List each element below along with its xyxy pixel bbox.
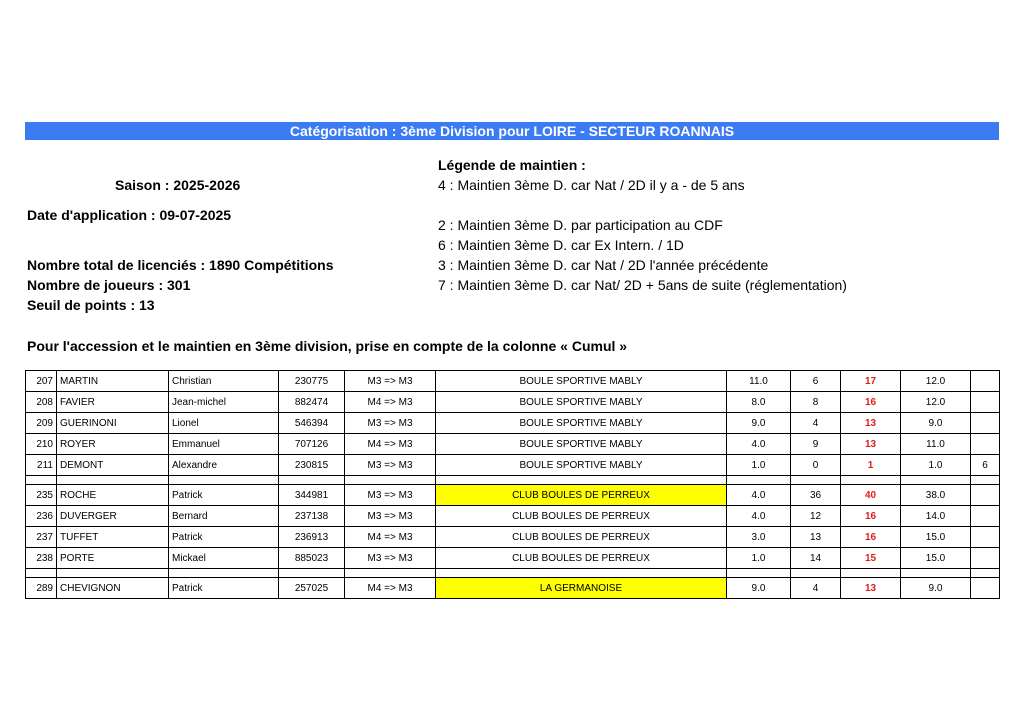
total-points-cell: 15 bbox=[841, 548, 901, 569]
total-points-cell: 40 bbox=[841, 485, 901, 506]
club-cell: BOULE SPORTIVE MABLY bbox=[436, 392, 727, 413]
points-2-cell: 9 bbox=[791, 434, 841, 455]
separator-cell bbox=[279, 476, 345, 485]
categorie-cell: M4 => M3 bbox=[345, 434, 436, 455]
separator-cell bbox=[26, 476, 57, 485]
club-cell: CLUB BOULES DE PERREUX bbox=[436, 548, 727, 569]
categorie-cell: M3 => M3 bbox=[345, 506, 436, 527]
total-points-cell: 17 bbox=[841, 371, 901, 392]
table-row bbox=[26, 578, 1000, 599]
rank-cell: 237 bbox=[26, 527, 57, 548]
cumul-cell: 11.0 bbox=[901, 434, 971, 455]
separator-cell bbox=[791, 476, 841, 485]
nom-cell: CHEVIGNON bbox=[57, 578, 169, 599]
separator-row bbox=[26, 569, 1000, 578]
categorie-cell: M4 => M3 bbox=[345, 392, 436, 413]
points-1-cell: 1.0 bbox=[727, 455, 791, 476]
cumul-cell: 38.0 bbox=[901, 485, 971, 506]
table-row bbox=[26, 434, 1000, 455]
table-row bbox=[26, 485, 1000, 506]
total-points-cell: 13 bbox=[841, 578, 901, 599]
licence-cell: 236913 bbox=[279, 527, 345, 548]
table-row bbox=[26, 371, 1000, 392]
licence-cell: 230815 bbox=[279, 455, 345, 476]
points-2-cell: 0 bbox=[791, 455, 841, 476]
licence-cell: 707126 bbox=[279, 434, 345, 455]
points-2-cell: 14 bbox=[791, 548, 841, 569]
cumul-cell: 12.0 bbox=[901, 392, 971, 413]
total-points-cell: 16 bbox=[841, 392, 901, 413]
cumul-note: Pour l'accession et le maintien en 3ème division, prise en compte de la colonne « Cumul » bbox=[27, 338, 628, 354]
separator-cell bbox=[841, 569, 901, 578]
legend-title: Légende de maintien : bbox=[438, 157, 586, 173]
categorie-cell: M3 => M3 bbox=[345, 371, 436, 392]
table-row bbox=[26, 392, 1000, 413]
total-points-cell: 16 bbox=[841, 527, 901, 548]
club-cell: CLUB BOULES DE PERREUX bbox=[436, 485, 727, 506]
maintien-cell bbox=[971, 392, 1000, 413]
separator-cell bbox=[345, 569, 436, 578]
maintien-cell: 6 bbox=[971, 455, 1000, 476]
licence-cell: 546394 bbox=[279, 413, 345, 434]
legend-item: 7 : Maintien 3ème D. car Nat/ 2D + 5ans de suite (réglementation) bbox=[438, 277, 847, 293]
maintien-cell bbox=[971, 371, 1000, 392]
rank-cell: 210 bbox=[26, 434, 57, 455]
rank-cell: 289 bbox=[26, 578, 57, 599]
nom-cell: TUFFET bbox=[57, 527, 169, 548]
nom-cell: PORTE bbox=[57, 548, 169, 569]
cumul-cell: 15.0 bbox=[901, 527, 971, 548]
legend-item: 3 : Maintien 3ème D. car Nat / 2D l'année précédente bbox=[438, 257, 769, 273]
nom-cell: DEMONT bbox=[57, 455, 169, 476]
total-points-cell: 13 bbox=[841, 434, 901, 455]
points-1-cell: 3.0 bbox=[727, 527, 791, 548]
prenom-cell: Jean-michel bbox=[169, 392, 279, 413]
cumul-cell: 9.0 bbox=[901, 413, 971, 434]
legend-item: 4 : Maintien 3ème D. car Nat / 2D il y a - de 5 ans bbox=[438, 177, 745, 193]
prenom-cell: Emmanuel bbox=[169, 434, 279, 455]
points-2-cell: 13 bbox=[791, 527, 841, 548]
separator-row bbox=[26, 476, 1000, 485]
separator-cell bbox=[436, 569, 727, 578]
seuil-label: Seuil de points : 13 bbox=[27, 297, 155, 313]
licencies-label: Nombre total de licenciés : 1890 Compétitions bbox=[27, 257, 334, 273]
maintien-cell bbox=[971, 578, 1000, 599]
separator-cell bbox=[279, 569, 345, 578]
rank-cell: 236 bbox=[26, 506, 57, 527]
club-cell: CLUB BOULES DE PERREUX bbox=[436, 527, 727, 548]
maintien-cell bbox=[971, 413, 1000, 434]
separator-cell bbox=[57, 476, 169, 485]
points-1-cell: 4.0 bbox=[727, 506, 791, 527]
categorie-cell: M3 => M3 bbox=[345, 485, 436, 506]
points-2-cell: 4 bbox=[791, 578, 841, 599]
points-1-cell: 9.0 bbox=[727, 413, 791, 434]
club-cell: BOULE SPORTIVE MABLY bbox=[436, 434, 727, 455]
licence-cell: 257025 bbox=[279, 578, 345, 599]
table-row bbox=[26, 548, 1000, 569]
nom-cell: ROCHE bbox=[57, 485, 169, 506]
total-points-cell: 13 bbox=[841, 413, 901, 434]
licence-cell: 344981 bbox=[279, 485, 345, 506]
categorie-cell: M4 => M3 bbox=[345, 578, 436, 599]
licence-cell: 230775 bbox=[279, 371, 345, 392]
separator-cell bbox=[901, 569, 971, 578]
separator-cell bbox=[727, 476, 791, 485]
prenom-cell: Alexandre bbox=[169, 455, 279, 476]
table-row bbox=[26, 506, 1000, 527]
cumul-cell: 15.0 bbox=[901, 548, 971, 569]
nom-cell: MARTIN bbox=[57, 371, 169, 392]
nom-cell: FAVIER bbox=[57, 392, 169, 413]
joueurs-label: Nombre de joueurs : 301 bbox=[27, 277, 191, 293]
prenom-cell: Patrick bbox=[169, 578, 279, 599]
nom-cell: DUVERGER bbox=[57, 506, 169, 527]
table-row bbox=[26, 455, 1000, 476]
separator-cell bbox=[901, 476, 971, 485]
categorie-cell: M3 => M3 bbox=[345, 548, 436, 569]
points-1-cell: 11.0 bbox=[727, 371, 791, 392]
nom-cell: ROYER bbox=[57, 434, 169, 455]
prenom-cell: Lionel bbox=[169, 413, 279, 434]
saison-label: Saison : 2025-2026 bbox=[115, 177, 241, 193]
legend-item: 2 : Maintien 3ème D. par participation au CDF bbox=[438, 217, 723, 233]
page-title: Catégorisation : 3ème Division pour LOIRE - SECTEUR ROANNAIS bbox=[25, 122, 999, 140]
licence-cell: 882474 bbox=[279, 392, 345, 413]
cumul-cell: 9.0 bbox=[901, 578, 971, 599]
separator-cell bbox=[971, 569, 1000, 578]
total-points-cell: 16 bbox=[841, 506, 901, 527]
separator-cell bbox=[345, 476, 436, 485]
club-cell: CLUB BOULES DE PERREUX bbox=[436, 506, 727, 527]
table-row bbox=[26, 527, 1000, 548]
separator-cell bbox=[727, 569, 791, 578]
rank-cell: 211 bbox=[26, 455, 57, 476]
maintien-cell bbox=[971, 485, 1000, 506]
separator-cell bbox=[169, 476, 279, 485]
club-cell: LA GERMANOISE bbox=[436, 578, 727, 599]
total-points-cell: 1 bbox=[841, 455, 901, 476]
points-1-cell: 9.0 bbox=[727, 578, 791, 599]
maintien-cell bbox=[971, 434, 1000, 455]
separator-cell bbox=[971, 476, 1000, 485]
date-label: Date d'application : 09-07-2025 bbox=[27, 207, 232, 223]
club-cell: BOULE SPORTIVE MABLY bbox=[436, 413, 727, 434]
categorie-cell: M3 => M3 bbox=[345, 413, 436, 434]
licence-cell: 885023 bbox=[279, 548, 345, 569]
separator-cell bbox=[841, 476, 901, 485]
maintien-cell bbox=[971, 527, 1000, 548]
separator-cell bbox=[26, 569, 57, 578]
maintien-cell bbox=[971, 506, 1000, 527]
points-1-cell: 4.0 bbox=[727, 485, 791, 506]
categorie-cell: M3 => M3 bbox=[345, 455, 436, 476]
points-2-cell: 4 bbox=[791, 413, 841, 434]
rank-cell: 208 bbox=[26, 392, 57, 413]
separator-cell bbox=[169, 569, 279, 578]
rank-cell: 209 bbox=[26, 413, 57, 434]
prenom-cell: Bernard bbox=[169, 506, 279, 527]
prenom-cell: Patrick bbox=[169, 485, 279, 506]
categorie-cell: M4 => M3 bbox=[345, 527, 436, 548]
points-2-cell: 6 bbox=[791, 371, 841, 392]
nom-cell: GUERINONI bbox=[57, 413, 169, 434]
legend-item: 6 : Maintien 3ème D. car Ex Intern. / 1D bbox=[438, 237, 684, 253]
rank-cell: 207 bbox=[26, 371, 57, 392]
separator-cell bbox=[791, 569, 841, 578]
separator-cell bbox=[436, 476, 727, 485]
licence-cell: 237138 bbox=[279, 506, 345, 527]
rank-cell: 235 bbox=[26, 485, 57, 506]
prenom-cell: Patrick bbox=[169, 527, 279, 548]
points-1-cell: 1.0 bbox=[727, 548, 791, 569]
cumul-cell: 1.0 bbox=[901, 455, 971, 476]
points-1-cell: 4.0 bbox=[727, 434, 791, 455]
cumul-cell: 12.0 bbox=[901, 371, 971, 392]
cumul-cell: 14.0 bbox=[901, 506, 971, 527]
points-2-cell: 36 bbox=[791, 485, 841, 506]
prenom-cell: Mickael bbox=[169, 548, 279, 569]
maintien-cell bbox=[971, 548, 1000, 569]
players-table bbox=[25, 370, 1000, 599]
club-cell: BOULE SPORTIVE MABLY bbox=[436, 455, 727, 476]
prenom-cell: Christian bbox=[169, 371, 279, 392]
rank-cell: 238 bbox=[26, 548, 57, 569]
points-2-cell: 12 bbox=[791, 506, 841, 527]
table-row bbox=[26, 413, 1000, 434]
separator-cell bbox=[57, 569, 169, 578]
club-cell: BOULE SPORTIVE MABLY bbox=[436, 371, 727, 392]
points-2-cell: 8 bbox=[791, 392, 841, 413]
points-1-cell: 8.0 bbox=[727, 392, 791, 413]
